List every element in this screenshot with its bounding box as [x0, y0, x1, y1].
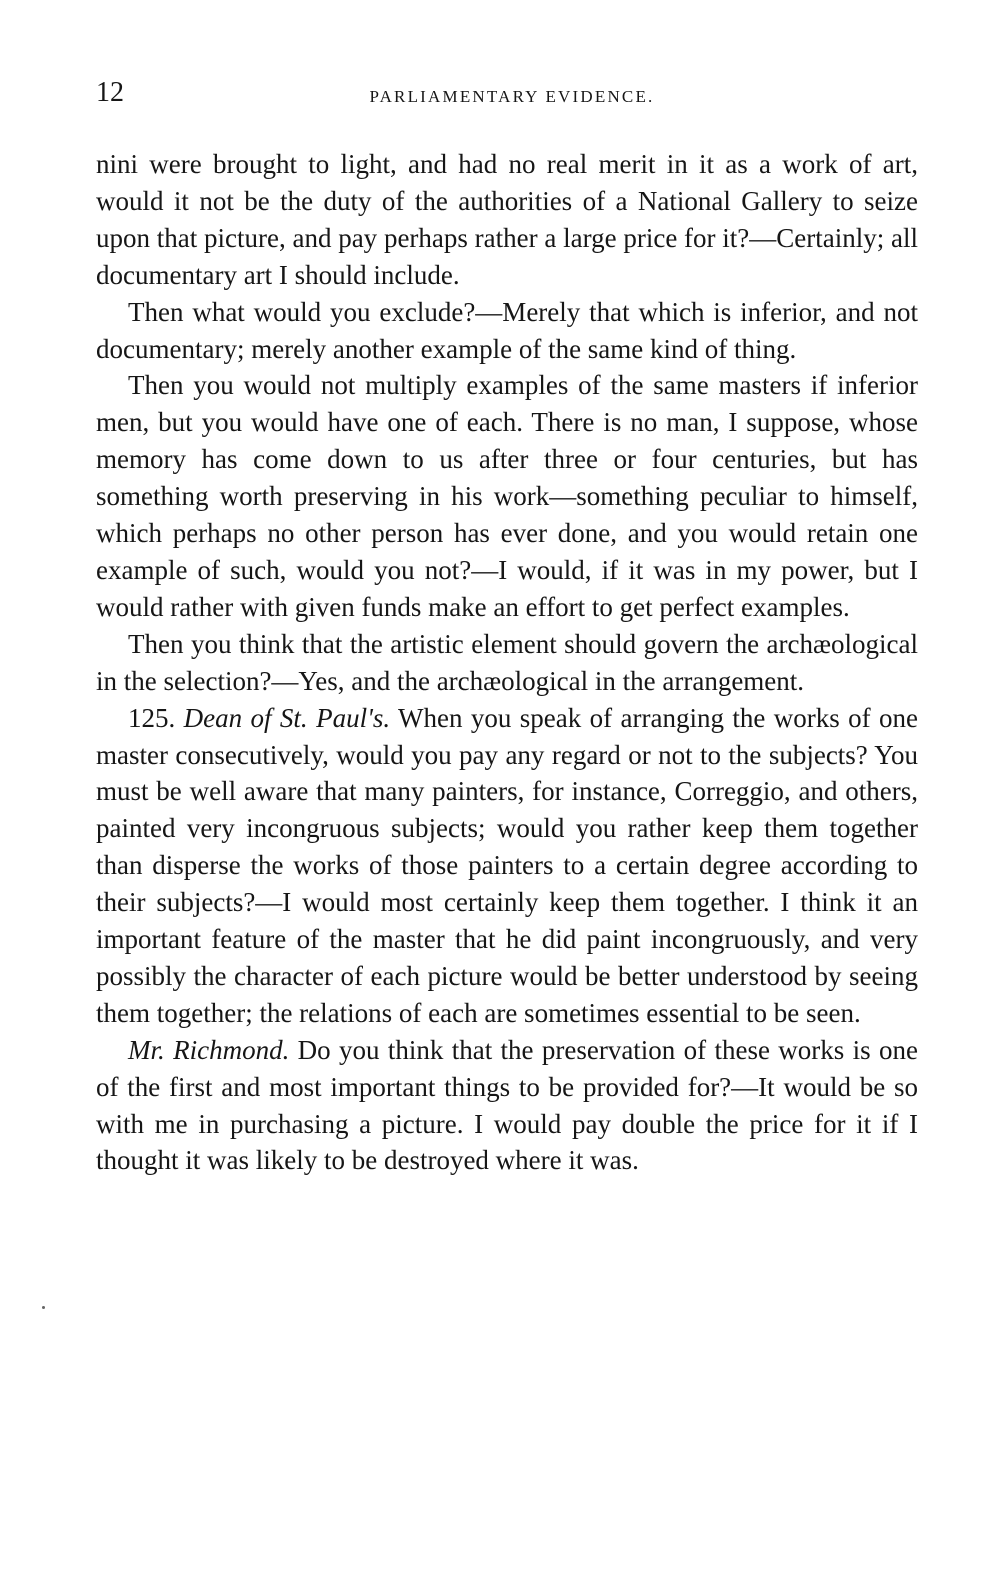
paragraph-text: Then you think that the artistic element should govern the archæological in the selection?—Yes, and the archæological in the arrangement.: [96, 628, 918, 696]
question-number: 125.: [128, 702, 176, 733]
body-text: [96, 146, 918, 1179]
page-number: 12: [96, 77, 124, 108]
paragraph: [96, 294, 918, 368]
paragraph-text: Then what would you exclude?—Merely that which is inferior, and not documentary; merely another example of the same kind of thing.: [96, 296, 918, 364]
stray-ink-mark: [42, 1306, 45, 1309]
paragraph-text: nini were brought to light, and had no real merit in it as a work of art, would it not be the duty of the authorities of a National Gallery to seize upon that picture, and pay perhaps rather a large price for it?—Certainly; all documentary art I should include.: [96, 149, 918, 290]
paragraph-numbered: [96, 700, 918, 1032]
speaker-name: Dean of St. Paul's.: [183, 702, 391, 733]
running-header: [96, 76, 918, 116]
document-page: [96, 76, 918, 1536]
paragraph-continuation: [96, 146, 918, 294]
paragraph: [96, 626, 918, 700]
paragraph-text: Do you think that the preservation of these works is one of the first and most important things to be provided for?—It would be so with me in purchasing a picture. I would pay double the price for it if I thought it was likely to be destroyed where it was.: [96, 1034, 918, 1176]
paragraph: [96, 1032, 918, 1180]
speaker-name: Mr. Richmond.: [128, 1034, 290, 1065]
paragraph: [96, 367, 918, 625]
paragraph-text: Then you would not multiply examples of the same masters if inferior men, but you would have one of each. There is no man, I suppose, whose memory has come down to us after three or four centuries, but has something worth preserving in his work—something peculiar to himself, which perhaps no other person has ever done, and you would retain one example of such, would you not?—I would, if it was in my power, but I would rather with given funds make an effort to get perfect examples.: [96, 370, 918, 622]
running-title: PARLIAMENTARY EVIDENCE.: [369, 87, 655, 106]
paragraph-text: When you speak of arranging the works of one master consecutively, would you pay any regard or not to the subjects? You must be well aware that many painters, for instance, Correggio, and others, painted very incongruous subjects; would you rather keep them together than disperse the works of those painters to a certain degree according to their subjects?—I would most certainly keep them together. I think it an important feature of the master that he did paint incongruously, and very possibly the character of each picture would be better understood by seeing them together; the relations of each are sometimes essential to be seen.: [96, 702, 919, 1028]
